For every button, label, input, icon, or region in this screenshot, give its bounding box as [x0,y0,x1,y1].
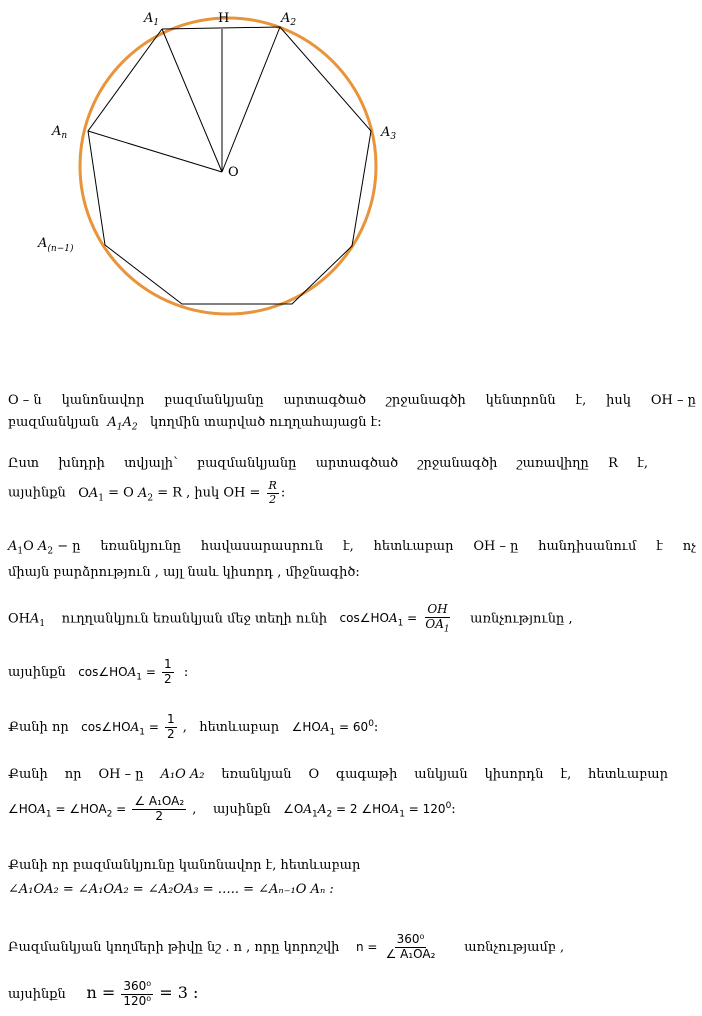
text-word: գագաթի [336,767,398,782]
para3-line1 [8,539,696,557]
para7-line2: $\angle HOA_1$ = $\angle HOA_2$ = $\frac{\text{∠ A₁OA₂}}{2}$ , այսինքն $\angle OA_1A_2 = 2$ $\angle HOA_1$ = $120^0։$ [8,794,456,823]
label-A1: $A_1$ [144,11,160,28]
math-angle-chain: ∠A₁OA₂ = ∠A₁OA₂ = ∠A₂OA₃ = ….. = ∠Aₙ₋₁O Aₙ ։ [8,882,334,897]
segment-A2-O [222,27,280,172]
text-word: ոչ [682,539,696,554]
text-segment: այսինքն [8,485,66,501]
text-segment: = R , իսկ OH = [157,485,261,501]
text-word: արտագծած [283,393,366,408]
text-word: բազմանկյանը [197,456,297,471]
text-word: Ըստ [8,456,40,471]
text-word: շրջանագծի [417,456,498,471]
segment-A1-O [162,29,222,172]
math-n-equals: n = [86,982,116,1002]
text-segment: = O [108,485,134,501]
label-An-minus-1: $A_{(n-1)}$ [38,236,74,254]
text-word: OH – ը [98,767,144,782]
text-word: է, [637,456,648,471]
text-segment: ուղղանկյուն եռանկյան մեջ տեղի ունի [61,611,328,627]
math-angle-HOA1-60: $\angle HOA_1 = 60^0$ [291,718,374,738]
text-word: կանոնավոր [61,393,145,408]
fraction-R-over-2: $\frac{R}{2}$ [268,479,277,506]
para1-line1 [8,393,696,408]
math-cos-HOA1: $\cos\angle HOA_1$ = [78,664,156,683]
math-angle-120: $\angle OA_1A_2 = 2$ $\angle HOA_1 = 120^0$ [283,800,452,820]
text-segment: կողմին տարված ուղղահայացն է։ [150,415,382,430]
text-segment: այսինքն [212,801,271,817]
text-word: OH – ը [473,539,519,554]
math-A1OA2: $A_1O$ $A_2$ − ը [8,539,81,557]
para3-line2 [8,565,696,580]
text-word: արտագծած [315,456,399,471]
text-segment: այսինքն [8,664,66,680]
fraction-OH-over-OA1: $\frac{OH}{OA_1}$ [425,602,450,635]
text-segment: առնչությունը , [470,611,573,627]
para5-line: այսինքն $\cos\angle HOA_1$ = $\frac{1}{2}$ ։ [8,657,189,686]
text-word: շառավիղը [516,456,589,471]
text-word: շրջանագծի [385,393,466,408]
text-word: հետևաբար [373,539,454,554]
segment-An-O [88,131,222,172]
para9-line [8,933,696,962]
text-word: A₁O A₂ [160,767,205,782]
text-word: է, [343,539,354,554]
text-word: R [608,456,618,471]
para7-line1 [8,767,668,782]
text-segment: միայն բարձրություն , այլ նաև կիսորդ , միջնագիծ։ [8,565,360,580]
text-word: տվյալի՝ [124,456,178,471]
para2-line2: այսինքն $OA_1 = O$ $A_2 = R$ , իսկ OH = $\frac{R}{2}$ ։ [8,479,286,506]
polygon-circle-figure [0,0,702,330]
fraction-angle-over-2: $\frac{\text{∠ A₁OA₂}}{2}$ [134,794,185,823]
text-segment: = 3 ։ [159,982,199,1002]
text-word: եռանկյունը [100,539,182,554]
math-angles-equal: $\angle HOA_1$ = $\angle HOA_2$ = [8,801,127,820]
math-cos-HOA1: $\cos\angle HOA_1$ = [339,611,418,629]
para1-line2 [8,415,696,433]
text-word: է [656,539,663,554]
label-H: H [218,11,230,26]
text-segment: OH [8,611,30,627]
math-cos-HOA1: $\cos\angle HOA_1$ = [81,719,159,738]
text-word: որ [64,767,82,782]
text-word: է, [575,393,587,408]
label-O: O [228,165,239,180]
text-word: կենտրոնն [485,393,556,408]
label-A2: $A_2$ [281,11,297,28]
math-OA1: $OA_1$ [78,485,104,504]
para10-line [8,980,696,1009]
text-segment: հետևաբար [199,719,280,735]
text-segment: Քանի որ բազմանկյունը կանոնավոր է, հետևաբար [8,858,361,873]
label-A3: $A_3$ [381,125,397,142]
text-word: իսկ [606,393,631,408]
text-word: եռանկյան [221,767,292,782]
para4-line: $OHA_1$ ուղղանկյուն եռանկյան մեջ տեղի ունի $\cos\angle HOA_1$ = $\frac{OH}{OA_1}$ առնչությունը , [8,602,573,635]
text-word: OH – ը [650,393,696,408]
text-word: O – ն [8,393,42,408]
fraction-one-half: $\frac{1}{2}$ [167,712,175,741]
para8-line2 [8,882,696,897]
text-word: հանդիսանում [538,539,637,554]
text-word: խնդրի [58,456,105,471]
para8-line1 [8,858,696,873]
fraction-one-half: $\frac{1}{2}$ [164,657,172,686]
text-segment: Քանի որ [8,719,69,735]
para6-line: Քանի որ $\cos\angle HOA_1$ = $\frac{1}{2}$ , հետևաբար $\angle HOA_1$ = $60^0։$ [8,712,379,741]
text-word: է, [560,767,572,782]
text-word: հետևաբար [588,767,668,782]
math-A1A2: $A_1A_2$ [103,415,138,433]
label-An: $A_n$ [52,124,68,141]
text-word: Քանի [8,767,48,782]
math-n-equals: n = [355,939,378,954]
text-word: բազմանկյանը [164,393,264,408]
text-segment: Բազմանկյան կողմերի թիվը նշ . n , որը կորոշվի [8,939,340,955]
text-word: O [308,767,320,782]
math-A2: $A_2$ [137,485,154,504]
para2-line1 [8,456,648,471]
text-word: հավասարասրուն [200,539,324,554]
text-segment: բազմանկյան [8,415,100,430]
fraction-360-over-angle: $\frac{\text{360⁰}}{\text{∠ A₁OA₂}}$ [385,932,436,961]
text-segment: առնչությամբ , [464,939,565,955]
fraction-360-over-120: $\frac{\text{360⁰}}{\text{120⁰}}$ [123,979,152,1008]
text-word: անկյան [414,767,468,782]
text-word: կիսորդն [484,767,544,782]
text-segment: այսինքն [8,986,66,1002]
